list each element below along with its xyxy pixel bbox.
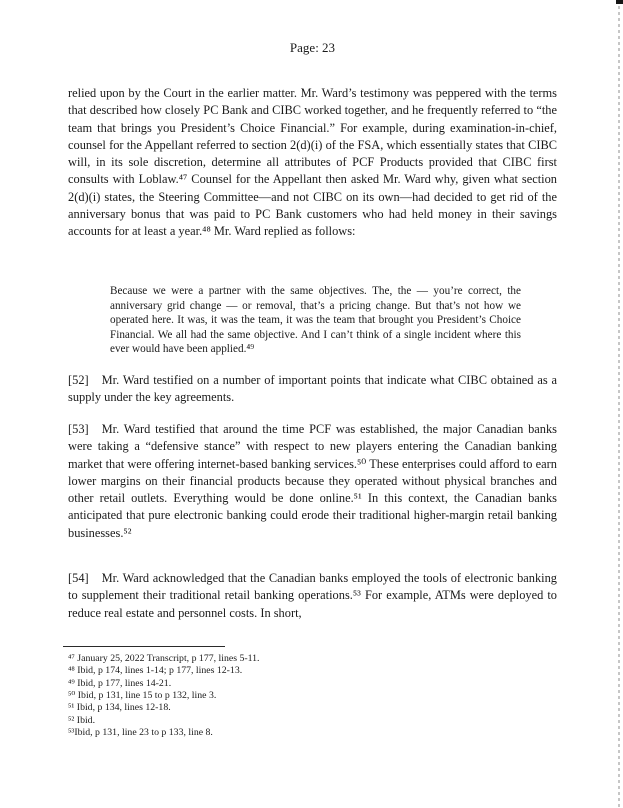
paragraph-53 bbox=[68, 421, 557, 542]
footnote-50: ⁵⁰ Ibid, p 131, line 15 to p 132, line 3. bbox=[68, 690, 217, 702]
paragraph-intro: relied upon by the Court in the earlier matter. Mr. Ward’s testimony was peppered with the terms that described how closely PC Bank and CIBC worked together, and he frequently referred to “the team that brings you President’s Choice Financial.” For example, during examination-in-chief, counsel for the Appellant referred to section 2(d)(i) of the FSA, which essentially states that CIBC will, in its sole discretion, determine all attributes of PCF Products provided that CIBC first consults with Loblaw.⁴⁷ Counsel for the Appellant then asked Mr. Ward why, given what section 2(d)(i) states, the Steering Committee—and not CIBC on its own—had decided to get rid of the anniversary bonus that was paid to PC Bank customers who had held money in their savings accounts for at least a year.⁴⁸ Mr. Ward replied as follows: bbox=[68, 86, 557, 239]
paragraph-text: Mr. Ward acknowledged that the Canadian banks employed the tools of electronic banking to supplement their traditional retail banking operations.⁵³ For example, ATMs were deployed to reduce real estate and personnel costs. In short, bbox=[68, 571, 557, 620]
footnote-47: ⁴⁷ January 25, 2022 Transcript, p 177, lines 5-11. bbox=[68, 653, 260, 664]
footnotes-block bbox=[68, 653, 557, 739]
scan-corner-mark bbox=[616, 0, 623, 4]
paragraph-54 bbox=[68, 570, 557, 622]
footnote-48: ⁴⁸ Ibid, p 174, lines 1-14; p 177, lines 12-13. bbox=[68, 665, 243, 677]
footnote-49: ⁴⁹ Ibid, p 177, lines 14-21. bbox=[68, 677, 172, 689]
paragraph-number: [52] bbox=[68, 373, 89, 387]
paragraph-text: Mr. Ward testified on a number of important points that indicate what CIBC obtained as a supply under the key agreements. bbox=[68, 373, 557, 405]
paragraph-number: [54] bbox=[68, 571, 89, 585]
paragraph-number: [53] bbox=[68, 422, 89, 436]
paragraph-52 bbox=[68, 372, 557, 407]
footnote-53: ⁵³Ibid, p 131, line 23 to p 133, line 8. bbox=[68, 727, 213, 739]
footnote-52: ⁵² Ibid. bbox=[68, 714, 96, 726]
page-number: Page: 23 bbox=[289, 40, 336, 55]
paragraph-text: Mr. Ward testified that around the time PCF was established, the major Canadian banks were taking a “defensive stance” with respect to new players entering the Canadian banking market that were offering internet-based banking services.⁵⁰ These enterprises could afford to earn lower margins on their financial products because they operated without physical branches and other retail outlets. Everything would be done online.⁵¹ In this context, the Canadian banks anticipated that pure electronic banking could erode their traditional higher-margin retail banking businesses.⁵² bbox=[68, 422, 557, 540]
scan-edge-dotted-line bbox=[618, 0, 620, 808]
footnote-51: ⁵¹ Ibid, p 134, lines 12-18. bbox=[68, 702, 171, 714]
footnote-separator bbox=[63, 646, 225, 647]
testimony-blockquote: Because we were a partner with the same objectives. The, the — you’re correct, the anniversary grid change — or removal, that’s a pricing change. But that’s not how we operated here. It was, it was the team, it was the team that brought you President’s Choice Financial. We all had the same objective. And I can’t think of a single incident where this ever would have been applied.⁴⁹ bbox=[110, 285, 521, 356]
